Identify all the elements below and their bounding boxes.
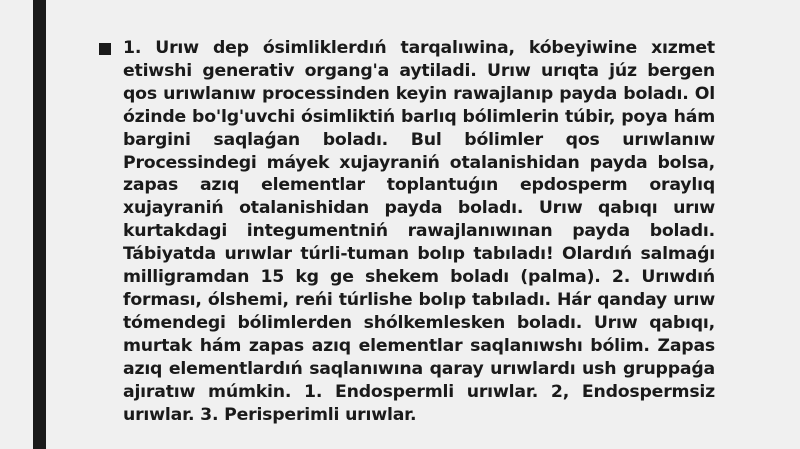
slide-content <box>99 37 715 426</box>
left-accent-bar <box>33 0 46 449</box>
body-paragraph: 1. Urıw dep ósimliklerdıń tarqalıwina, kóbeyiwine xızmet etiwshi generativ organg'a aytiladi. Urıw urıqta júz bergen qos urıwlanıw processinden keyin rawajlanıp payda boladı. Ol ózinde bo'lg'uvchi ósimliktiń barlıq bólimlerin túbir, poya hám bargini saqlaǵan boladı. Bul bólimler qos urıwlanıw Processindegi máyek xujayraniń otalanishidan payda bolsa, zapas azıq elementlar toplantuǵın epdosperm oraylıq xujayraniń otalanishidan payda boladı. Urıw qabıqı urıw kurtakdagi integumentniń rawajlanıwınan payda boladı. Tábiyatda urıwlar túrli-tuman bolıp tabıladı! Olardıń salmaǵı milligramdan 15 kg ge shekem boladı (palma). 2. Urıwdıń forması, ólshemi, reńi túrlishe bolıp tabıladı. Hár qanday urıw tómendegi bólimlerden shólkemlesken boladı. Urıw qabıqı, murtak hám zapas azıq elementlar saqlanıwshı bólim. Zapas azıq elementlardıń saqlanıwına qaray urıwlardı ush gruppaǵa ajıratıw múmkin. 1. Endospermli urıwlar. 2, Endospermsiz urıwlar. 3. Perisperimli urıwlar. <box>123 38 715 425</box>
bullet-list-item <box>99 37 715 426</box>
square-bullet-icon <box>99 43 111 55</box>
